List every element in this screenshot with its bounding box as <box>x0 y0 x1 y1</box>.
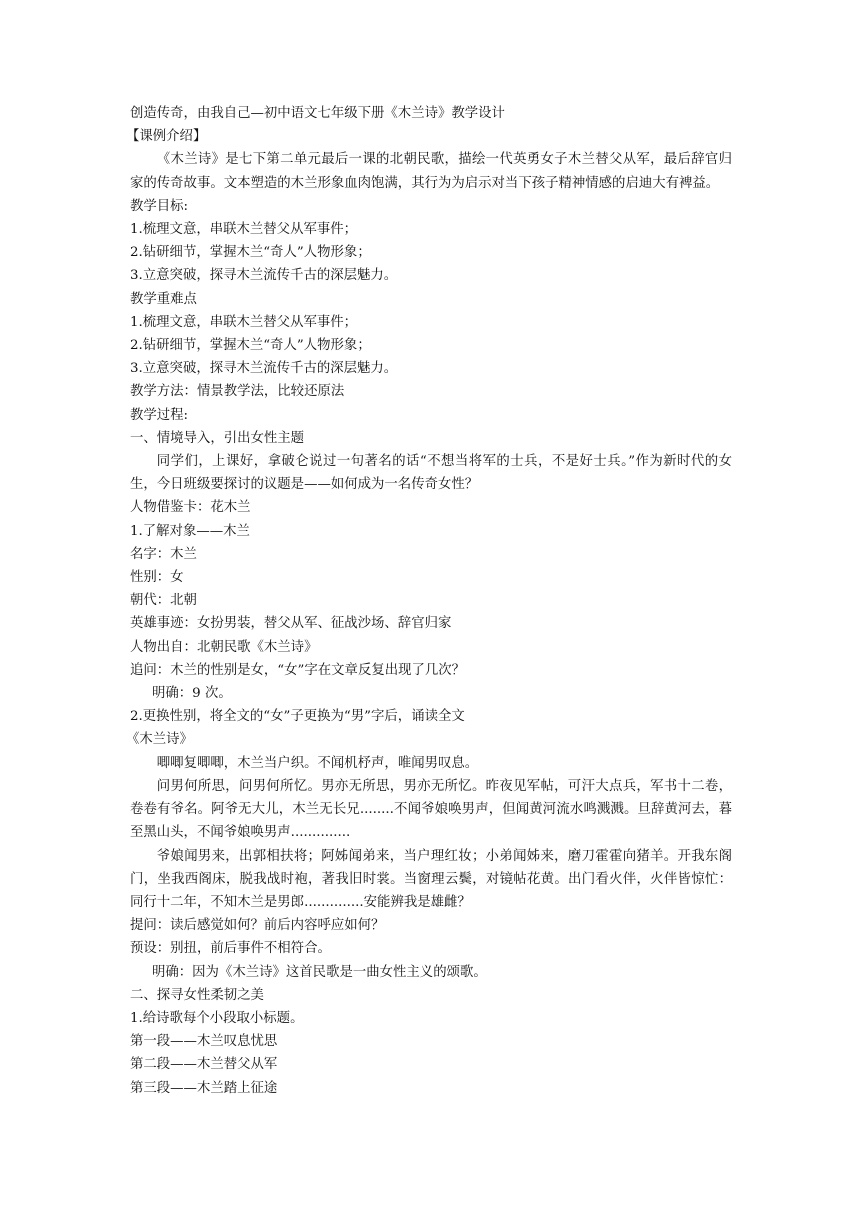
key-points-heading: 教学重难点 <box>130 291 197 307</box>
followup-question: 追问：木兰的性别是女，“女”字在文章反复出现了几次？ <box>130 662 466 678</box>
section-intro-heading: 【课例介绍】 <box>126 129 207 145</box>
document-page <box>126 102 732 1100</box>
info-source: 人物出自：北朝民歌《木兰诗》 <box>130 639 318 655</box>
doc-title: 创造传奇，由我自己—初中语文七年级下册《木兰诗》教学设计 <box>130 106 505 121</box>
preset-answer: 预设：别扭，前后事件不相符合。 <box>130 941 331 957</box>
poem-paragraph-3: 爷娘闻男来，出郭相扶将；阿姊闻弟来，当户理红妆；小弟闻姊来，磨刀霍霍向猪羊。开我东阁门，坐我西阁床，脱我战时袍，著我旧时裳。当窗理云鬓，对镜帖花黄。出门看火伴，火伴皆惊忙：同行十二年，不知木兰是男郎..............安能辨我是雄雌？ <box>130 848 732 910</box>
part1-heading: 一、情境导入，引出女性主题 <box>130 430 305 446</box>
character-card-title: 人物借鉴卡：花木兰 <box>130 500 251 516</box>
key-point-item: 2.钻研细节，掌握木兰“奇人”人物形象； <box>130 338 371 354</box>
teaching-method: 教学方法：情景教学法，比较还原法 <box>130 384 345 400</box>
part1-paragraph: 同学们，上课好，拿破仑说过一句著名的话“不想当将军的士兵，不是好士兵。”作为新时代的女生，今日班级要探讨的议题是——如何成为一名传奇女性？ <box>130 454 732 493</box>
goal-item: 3.立意突破，探寻木兰流传千古的深层魅力。 <box>130 268 398 284</box>
poem-paragraph-1: 唧唧复唧唧，木兰当户织。不闻机杼声，唯闻男叹息。 <box>156 755 479 771</box>
info-deeds: 英雄事迹：女扮男装，替父从军、征战沙场、辞官归家 <box>130 616 452 632</box>
segment-item: 第一段——木兰叹息忧思 <box>130 1034 278 1050</box>
goal-item: 1.梳理文意，串联木兰替父从军事件； <box>130 222 358 238</box>
ask-question: 提问：读后感觉如何？前后内容呼应如何？ <box>130 918 385 934</box>
process-heading: 教学过程: <box>130 407 189 423</box>
step1-heading: 1.了解对象——木兰 <box>130 523 250 539</box>
key-point-item: 1.梳理文意，串联木兰替父从军事件； <box>130 314 358 330</box>
part2-step1: 1.给诗歌每个小段取小标题。 <box>130 1010 304 1026</box>
info-gender: 性别：女 <box>130 570 184 586</box>
poem-paragraph-2: 问男何所思，问男何所忆。男亦无所思，男亦无所忆。昨夜见军帖，可汗大点兵，军书十二卷，卷卷有爷名。阿爷无大儿，木兰无长兄........不闻爷娘唤男声，但闻黄河流水鸣溅溅。旦辞黄河去，暮至黑山头，不闻爷娘唤男声.............. <box>130 778 732 841</box>
followup-answer: 明确：9 次。 <box>152 686 232 702</box>
poem-title: 《木兰诗》 <box>126 732 193 748</box>
goals-heading: 教学目标: <box>130 198 189 214</box>
step2-heading: 2.更换性别，将全文的“女”子更换为“男”字后，诵读全文 <box>130 709 465 725</box>
info-name: 名字：木兰 <box>130 546 197 562</box>
intro-paragraph: 《木兰诗》是七下第二单元最后一课的北朝民歌，描绘一代英勇女子木兰替父从军，最后辞官归家的传奇故事。文本塑造的木兰形象血肉饱满，其行为为启示对当下孩子精神情感的启迪大有裨益。 <box>130 152 732 191</box>
part2-heading: 二、探寻女性柔韧之美 <box>130 987 264 1003</box>
segment-item: 第三段——木兰踏上征途 <box>130 1080 278 1096</box>
info-dynasty: 朝代：北朝 <box>130 593 197 609</box>
clarify-answer: 明确：因为《木兰诗》这首民歌是一曲女性主义的颂歌。 <box>152 964 487 980</box>
goal-item: 2.钻研细节，掌握木兰“奇人”人物形象； <box>130 245 371 261</box>
key-point-item: 3.立意突破，探寻木兰流传千古的深层魅力。 <box>130 361 398 377</box>
segment-item: 第二段——木兰替父从军 <box>130 1057 278 1073</box>
